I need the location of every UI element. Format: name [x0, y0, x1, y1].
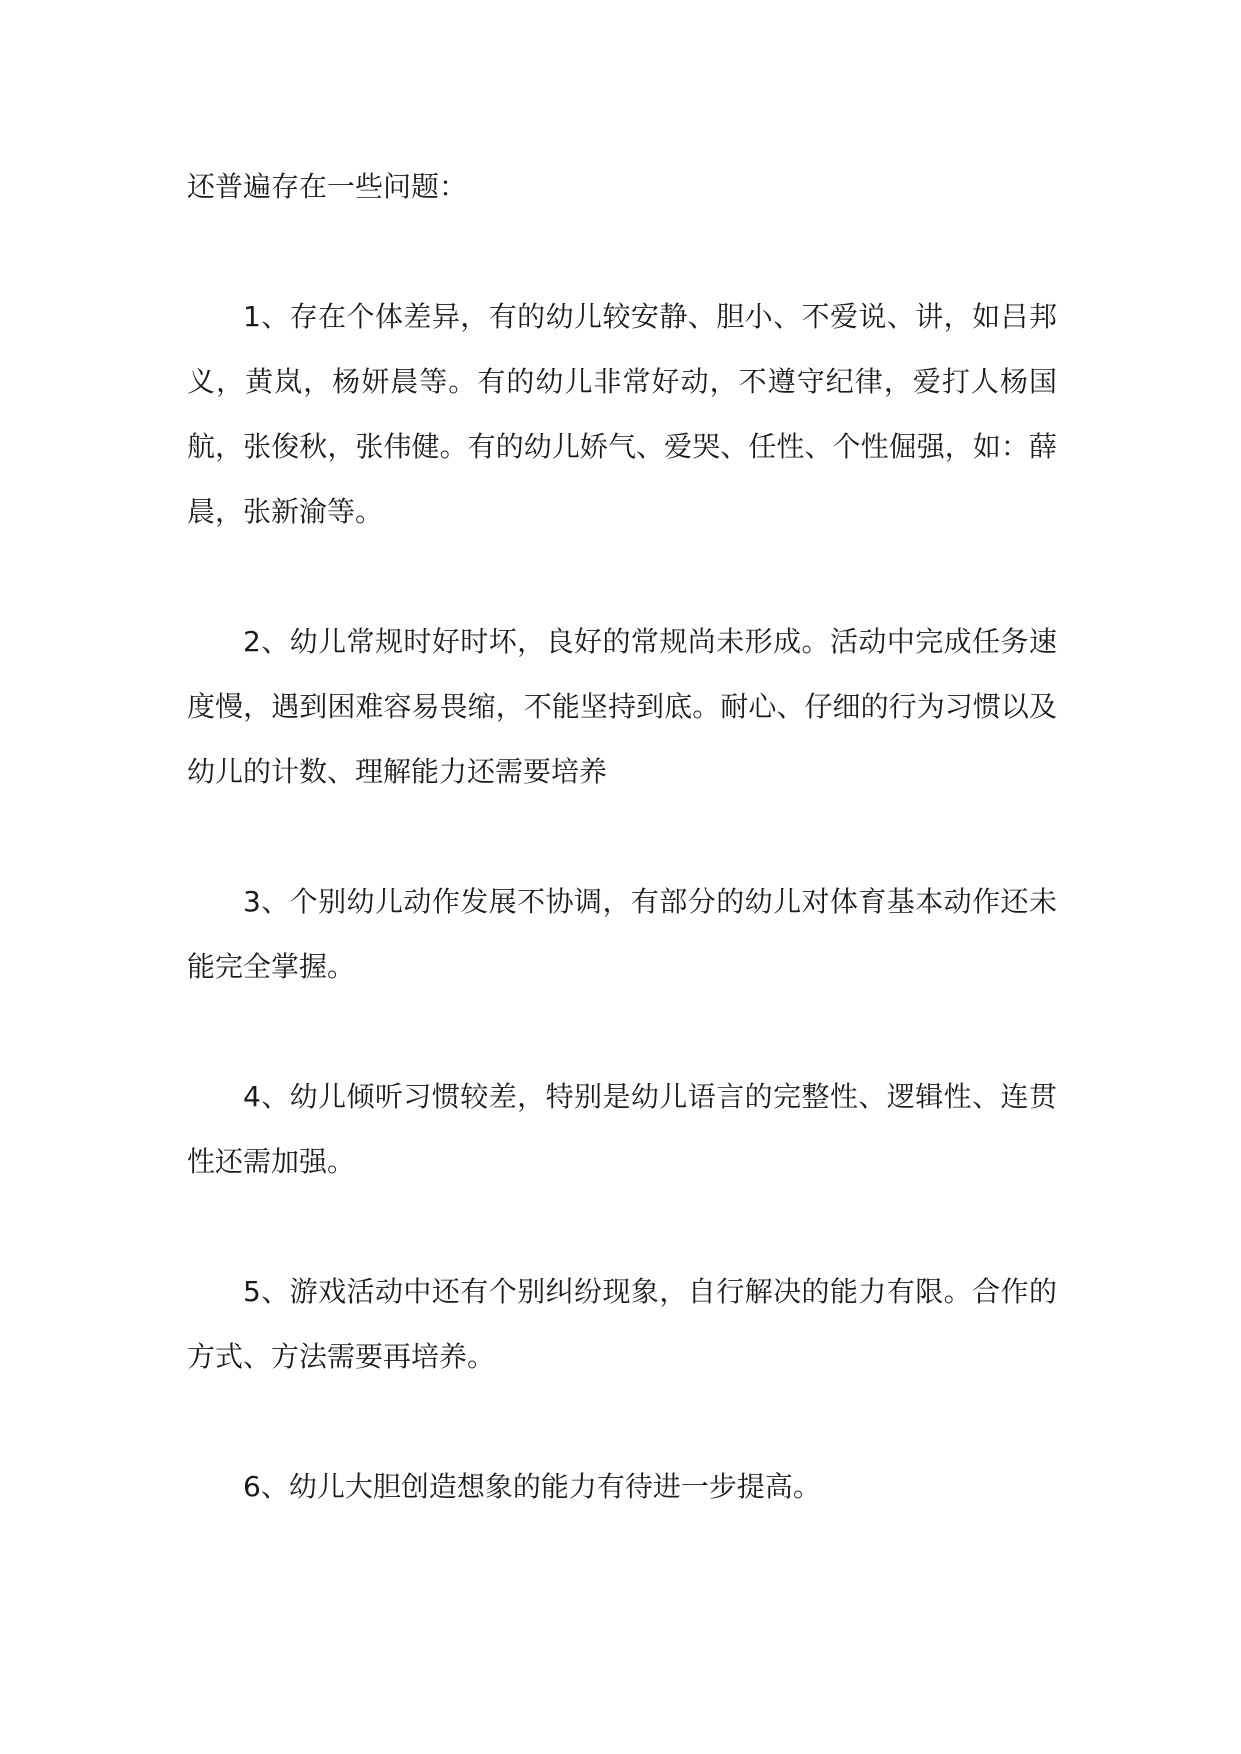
paragraph-1: 1、存在个体差异，有的幼儿较安静、胆小、不爱说、讲，如吕邦义，黄岚，杨妍晨等。有的幼儿非常好动，不遵守纪律，爱打人杨国航，张俊秋，张伟健。有的幼儿娇气、爱哭、任性、个性倔强，如：薛晨，张新渝等。	[187, 300, 1057, 528]
paragraph-5: 5、游戏活动中还有个别纠纷现象，自行解决的能力有限。合作的方式、方法需要再培养。	[187, 1275, 1057, 1373]
paragraph-2: 2、幼儿常规时好时坏，良好的常规尚未形成。活动中完成任务速度慢，遇到困难容易畏缩，不能坚持到底。耐心、仔细的行为习惯以及幼儿的计数、理解能力还需要培养	[187, 625, 1057, 788]
paragraph-3: 3、个别幼儿动作发展不协调，有部分的幼儿对体育基本动作还未能完全掌握。	[187, 885, 1057, 983]
paragraph-6: 6、幼儿大胆创造想象的能力有待进一步提高。	[243, 1470, 821, 1503]
document-body	[187, 154, 1057, 1519]
intro-line: 还普遍存在一些问题：	[187, 170, 468, 203]
paragraph-4: 4、幼儿倾听习惯较差，特别是幼儿语言的完整性、逻辑性、连贯性还需加强。	[187, 1080, 1057, 1178]
